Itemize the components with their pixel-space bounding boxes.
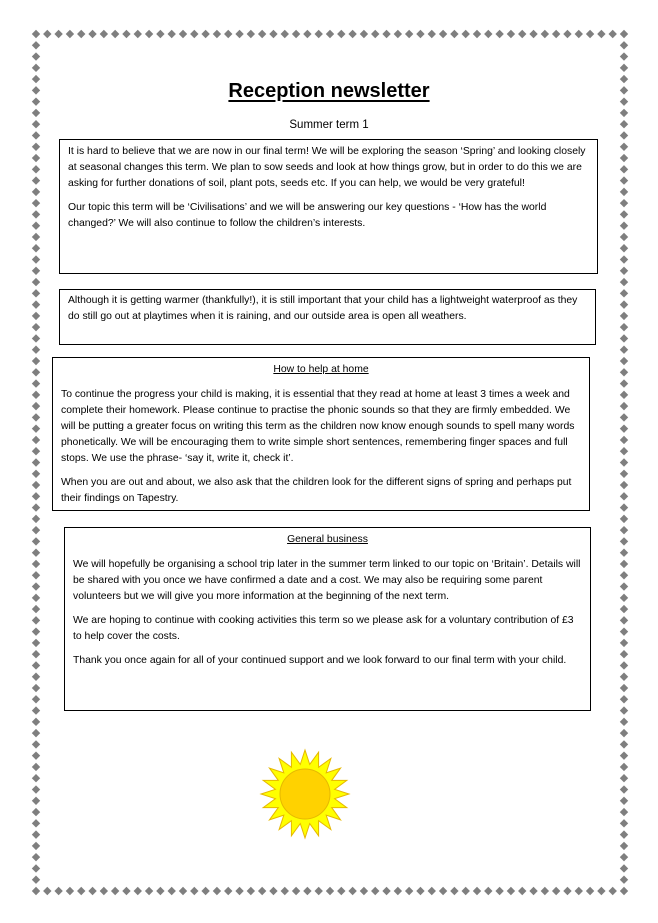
diamond-icon — [190, 887, 198, 895]
diamond-icon — [620, 650, 628, 658]
diamond-icon — [439, 30, 447, 38]
diamond-icon — [100, 887, 108, 895]
diamond-icon — [32, 560, 40, 568]
diamond-icon — [32, 30, 40, 38]
thank-you-paragraph: Thank you once again for all of your continued support and we look forward to our final term with your child. — [73, 655, 567, 666]
diamond-icon — [620, 639, 628, 647]
diamond-icon — [608, 30, 616, 38]
diamond-icon — [484, 887, 492, 895]
diamond-icon — [314, 30, 322, 38]
diamond-icon — [32, 300, 40, 308]
diamond-icon — [450, 887, 458, 895]
diamond-icon — [473, 30, 481, 38]
diamond-icon — [348, 30, 356, 38]
diamond-icon — [224, 30, 232, 38]
diamond-icon — [32, 391, 40, 399]
diamond-icon — [337, 30, 345, 38]
diamond-icon — [620, 346, 628, 354]
diamond-icon — [269, 30, 277, 38]
diamond-icon — [54, 30, 62, 38]
diamond-icon — [326, 887, 334, 895]
diamond-icon — [32, 143, 40, 151]
diamond-icon — [32, 436, 40, 444]
sun-icon — [258, 747, 352, 841]
diamond-icon — [620, 154, 628, 162]
diamond-icon — [620, 221, 628, 229]
diamond-icon — [586, 30, 594, 38]
diamond-icon — [405, 30, 413, 38]
diamond-icon — [620, 210, 628, 218]
diamond-icon — [32, 526, 40, 534]
diamond-icon — [32, 64, 40, 72]
diamond-icon — [32, 842, 40, 850]
diamond-icon — [620, 830, 628, 838]
diamond-icon — [620, 233, 628, 241]
diamond-icon — [620, 357, 628, 365]
diamond-icon — [190, 30, 198, 38]
diamond-icon — [32, 639, 40, 647]
diamond-icon — [620, 684, 628, 692]
diamond-icon — [32, 808, 40, 816]
diamond-icon — [32, 481, 40, 489]
diamond-icon — [32, 695, 40, 703]
diamond-icon — [620, 131, 628, 139]
diamond-icon — [620, 424, 628, 432]
reading-paragraph: To continue the progress your child is making, it is essential that they read at home at least 3 times a week and complete their homework. Please continue to practise the phonic sounds so that they are firmly embedded. We will be putting a greater focus on writing this term as the children now know enough sounds to spell many words phonetically. We will be encouraging them to write simple short sentences, remembering finger spaces and full stops. We use the phrase- ‘say it, write it, check it’. — [61, 389, 575, 464]
diamond-icon — [620, 278, 628, 286]
diamond-icon — [620, 447, 628, 455]
diamond-icon — [620, 323, 628, 331]
diamond-icon — [575, 887, 583, 895]
diamond-icon — [32, 627, 40, 635]
diamond-icon — [122, 30, 130, 38]
diamond-icon — [620, 718, 628, 726]
diamond-icon — [337, 887, 345, 895]
diamond-icon — [620, 605, 628, 613]
topic-paragraph: Our topic this term will be ‘Civilisations’ and we will be answering our key questions - ‘How has the world changed?’ We will also continue to follow the children’s interests. — [68, 202, 547, 229]
diamond-icon — [258, 887, 266, 895]
diamond-icon — [371, 30, 379, 38]
diamond-icon — [473, 887, 481, 895]
diamond-icon — [32, 199, 40, 207]
diamond-icon — [32, 165, 40, 173]
diamond-icon — [32, 368, 40, 376]
diamond-icon — [235, 887, 243, 895]
diamond-icon — [620, 819, 628, 827]
diamond-icon — [416, 30, 424, 38]
diamond-icon — [32, 278, 40, 286]
diamond-icon — [213, 30, 221, 38]
diamond-icon — [608, 887, 616, 895]
diamond-icon — [620, 616, 628, 624]
diamond-icon — [620, 526, 628, 534]
diamond-icon — [382, 30, 390, 38]
diamond-icon — [179, 887, 187, 895]
diamond-icon — [597, 887, 605, 895]
diamond-icon — [620, 887, 628, 895]
diamond-icon — [620, 582, 628, 590]
diamond-icon — [32, 312, 40, 320]
diamond-icon — [541, 887, 549, 895]
diamond-icon — [32, 819, 40, 827]
diamond-icon — [620, 64, 628, 72]
diamond-icon — [620, 729, 628, 737]
diamond-icon — [518, 887, 526, 895]
diamond-icon — [371, 887, 379, 895]
diamond-icon — [620, 571, 628, 579]
diamond-icon — [620, 368, 628, 376]
diamond-icon — [111, 887, 119, 895]
diamond-icon — [235, 30, 243, 38]
diamond-icon — [66, 30, 74, 38]
diamond-icon — [32, 684, 40, 692]
diamond-icon — [32, 876, 40, 884]
diamond-icon — [620, 876, 628, 884]
diamond-icon — [620, 503, 628, 511]
diamond-icon — [360, 887, 368, 895]
diamond-icon — [620, 470, 628, 478]
diamond-icon — [281, 30, 289, 38]
diamond-icon — [620, 334, 628, 342]
diamond-icon — [552, 30, 560, 38]
diamond-icon — [620, 244, 628, 252]
diamond-icon — [32, 470, 40, 478]
diamond-icon — [224, 887, 232, 895]
diamond-icon — [32, 537, 40, 545]
diamond-icon — [32, 492, 40, 500]
diamond-icon — [32, 763, 40, 771]
diamond-icon — [620, 763, 628, 771]
diamond-icon — [134, 887, 142, 895]
diamond-icon — [122, 887, 130, 895]
diamond-icon — [32, 244, 40, 252]
diamond-icon — [32, 582, 40, 590]
diamond-icon — [32, 751, 40, 759]
diamond-icon — [247, 887, 255, 895]
diamond-icon — [32, 447, 40, 455]
diamond-icon — [575, 30, 583, 38]
diamond-icon — [77, 887, 85, 895]
diamond-icon — [32, 52, 40, 60]
diamond-icon — [416, 887, 424, 895]
help-at-home-section — [52, 357, 590, 511]
diamond-icon — [32, 210, 40, 218]
diamond-icon — [32, 571, 40, 579]
diamond-icon — [360, 30, 368, 38]
diamond-icon — [32, 188, 40, 196]
diamond-icon — [394, 30, 402, 38]
diamond-icon — [179, 30, 187, 38]
diamond-icon — [620, 30, 628, 38]
diamond-icon — [439, 887, 447, 895]
diamond-icon — [167, 887, 175, 895]
diamond-icon — [620, 492, 628, 500]
spring-signs-paragraph: When you are out and about, we also ask that the children look for the different signs of spring and perhaps put their findings on Tapestry. — [61, 477, 572, 504]
diamond-icon — [620, 549, 628, 557]
diamond-icon — [507, 30, 515, 38]
intro-section — [59, 139, 598, 274]
diamond-icon — [303, 30, 311, 38]
general-business-heading: General business — [287, 534, 368, 545]
diamond-icon — [32, 740, 40, 748]
diamond-icon — [54, 887, 62, 895]
diamond-icon — [156, 887, 164, 895]
diamond-icon — [620, 808, 628, 816]
diamond-icon — [620, 413, 628, 421]
diamond-icon — [563, 30, 571, 38]
diamond-icon — [32, 41, 40, 49]
diamond-icon — [620, 560, 628, 568]
diamond-icon — [405, 887, 413, 895]
diamond-icon — [201, 30, 209, 38]
diamond-icon — [247, 30, 255, 38]
diamond-icon — [32, 424, 40, 432]
diamond-icon — [213, 887, 221, 895]
newsletter-subtitle: Summer term 1 — [289, 119, 369, 131]
diamond-icon — [32, 706, 40, 714]
diamond-icon — [620, 109, 628, 117]
diamond-icon — [428, 30, 436, 38]
diamond-icon — [620, 537, 628, 545]
diamond-icon — [43, 30, 51, 38]
diamond-icon — [563, 887, 571, 895]
diamond-icon — [269, 887, 277, 895]
diamond-icon — [495, 30, 503, 38]
diamond-icon — [201, 887, 209, 895]
diamond-icon — [111, 30, 119, 38]
diamond-icon — [326, 30, 334, 38]
diamond-icon — [32, 402, 40, 410]
diamond-icon — [66, 887, 74, 895]
diamond-icon — [620, 481, 628, 489]
diamond-icon — [620, 199, 628, 207]
diamond-icon — [32, 605, 40, 613]
diamond-icon — [620, 176, 628, 184]
diamond-icon — [281, 887, 289, 895]
diamond-icon — [529, 30, 537, 38]
diamond-icon — [32, 176, 40, 184]
diamond-icon — [620, 673, 628, 681]
diamond-icon — [32, 549, 40, 557]
school-trip-paragraph: We will hopefully be organising a school trip later in the summer term linked to our topic on ‘Britain’. Details will be shared with you once we have confirmed a date and a cost. We may also be requiring some parent volunteers but we will give you more information at the beginning of the next term. — [73, 559, 581, 602]
diamond-icon — [620, 300, 628, 308]
diamond-icon — [620, 853, 628, 861]
diamond-icon — [134, 30, 142, 38]
diamond-icon — [32, 357, 40, 365]
diamond-icon — [32, 594, 40, 602]
diamond-icon — [32, 797, 40, 805]
diamond-icon — [620, 627, 628, 635]
diamond-icon — [32, 221, 40, 229]
intro-paragraph: It is hard to believe that we are now in our final term! We will be exploring the season ‘Spring’ and looking closely at seasonal changes this term. We plan to sow seeds and look at how things grow, but in order to do this we are asking for further donations of soil, plant pots, seeds etc. If you can help, we would be very grateful! — [68, 146, 586, 189]
diamond-icon — [484, 30, 492, 38]
cooking-paragraph: We are hoping to continue with cooking activities this term so we please ask for a voluntary contribution of £3 to help cover the costs. — [73, 615, 574, 642]
diamond-icon — [428, 887, 436, 895]
diamond-icon — [541, 30, 549, 38]
diamond-icon — [620, 740, 628, 748]
diamond-icon — [620, 515, 628, 523]
diamond-icon — [620, 842, 628, 850]
diamond-icon — [348, 887, 356, 895]
diamond-icon — [32, 661, 40, 669]
diamond-icon — [32, 255, 40, 263]
diamond-icon — [620, 188, 628, 196]
diamond-icon — [32, 458, 40, 466]
diamond-icon — [620, 165, 628, 173]
diamond-icon — [292, 887, 300, 895]
diamond-icon — [32, 729, 40, 737]
diamond-icon — [620, 41, 628, 49]
diamond-icon — [450, 30, 458, 38]
diamond-icon — [167, 30, 175, 38]
diamond-icon — [292, 30, 300, 38]
diamond-icon — [32, 154, 40, 162]
diamond-icon — [620, 774, 628, 782]
diamond-icon — [32, 131, 40, 139]
diamond-icon — [32, 503, 40, 511]
diamond-icon — [258, 30, 266, 38]
diamond-icon — [88, 887, 96, 895]
diamond-icon — [156, 30, 164, 38]
diamond-icon — [145, 30, 153, 38]
diamond-icon — [32, 515, 40, 523]
diamond-icon — [32, 774, 40, 782]
diamond-icon — [620, 255, 628, 263]
diamond-icon — [597, 30, 605, 38]
diamond-icon — [495, 887, 503, 895]
diamond-icon — [88, 30, 96, 38]
diamond-icon — [620, 706, 628, 714]
diamond-icon — [32, 650, 40, 658]
diamond-icon — [32, 289, 40, 297]
diamond-icon — [382, 887, 390, 895]
diamond-icon — [32, 334, 40, 342]
diamond-icon — [620, 312, 628, 320]
diamond-icon — [32, 830, 40, 838]
diamond-icon — [32, 785, 40, 793]
diamond-icon — [620, 267, 628, 275]
diamond-icon — [620, 402, 628, 410]
weather-paragraph: Although it is getting warmer (thankfully!), it is still important that your child has a lightweight waterproof as they do still go out at playtimes when it is raining, and our outside area is open all weathers. — [68, 295, 578, 322]
diamond-icon — [620, 864, 628, 872]
diamond-icon — [77, 30, 85, 38]
diamond-icon — [32, 853, 40, 861]
diamond-icon — [620, 391, 628, 399]
diamond-icon — [145, 887, 153, 895]
diamond-icon — [32, 323, 40, 331]
diamond-icon — [32, 864, 40, 872]
weather-section — [59, 289, 596, 345]
diamond-icon — [32, 379, 40, 387]
diamond-icon — [620, 785, 628, 793]
diamond-icon — [586, 887, 594, 895]
diamond-icon — [32, 673, 40, 681]
diamond-icon — [620, 52, 628, 60]
diamond-icon — [620, 594, 628, 602]
diamond-icon — [620, 379, 628, 387]
diamond-icon — [461, 887, 469, 895]
diamond-icon — [620, 661, 628, 669]
diamond-icon — [620, 289, 628, 297]
diamond-icon — [620, 458, 628, 466]
diamond-icon — [620, 797, 628, 805]
diamond-icon — [394, 887, 402, 895]
sun-core — [280, 769, 330, 819]
diamond-icon — [461, 30, 469, 38]
diamond-icon — [32, 413, 40, 421]
diamond-icon — [43, 887, 51, 895]
diamond-icon — [620, 143, 628, 151]
diamond-icon — [303, 887, 311, 895]
diamond-icon — [32, 109, 40, 117]
diamond-icon — [529, 887, 537, 895]
diamond-icon — [32, 887, 40, 895]
diamond-icon — [32, 718, 40, 726]
diamond-icon — [314, 887, 322, 895]
diamond-icon — [552, 887, 560, 895]
help-at-home-heading: How to help at home — [273, 364, 369, 375]
diamond-icon — [507, 887, 515, 895]
diamond-icon — [620, 751, 628, 759]
diamond-icon — [620, 436, 628, 444]
diamond-icon — [32, 267, 40, 275]
general-business-section — [64, 527, 591, 711]
diamond-icon — [518, 30, 526, 38]
diamond-icon — [620, 695, 628, 703]
diamond-icon — [100, 30, 108, 38]
diamond-icon — [32, 346, 40, 354]
diamond-icon — [32, 233, 40, 241]
newsletter-title: Reception newsletter — [228, 80, 430, 102]
diamond-icon — [32, 616, 40, 624]
